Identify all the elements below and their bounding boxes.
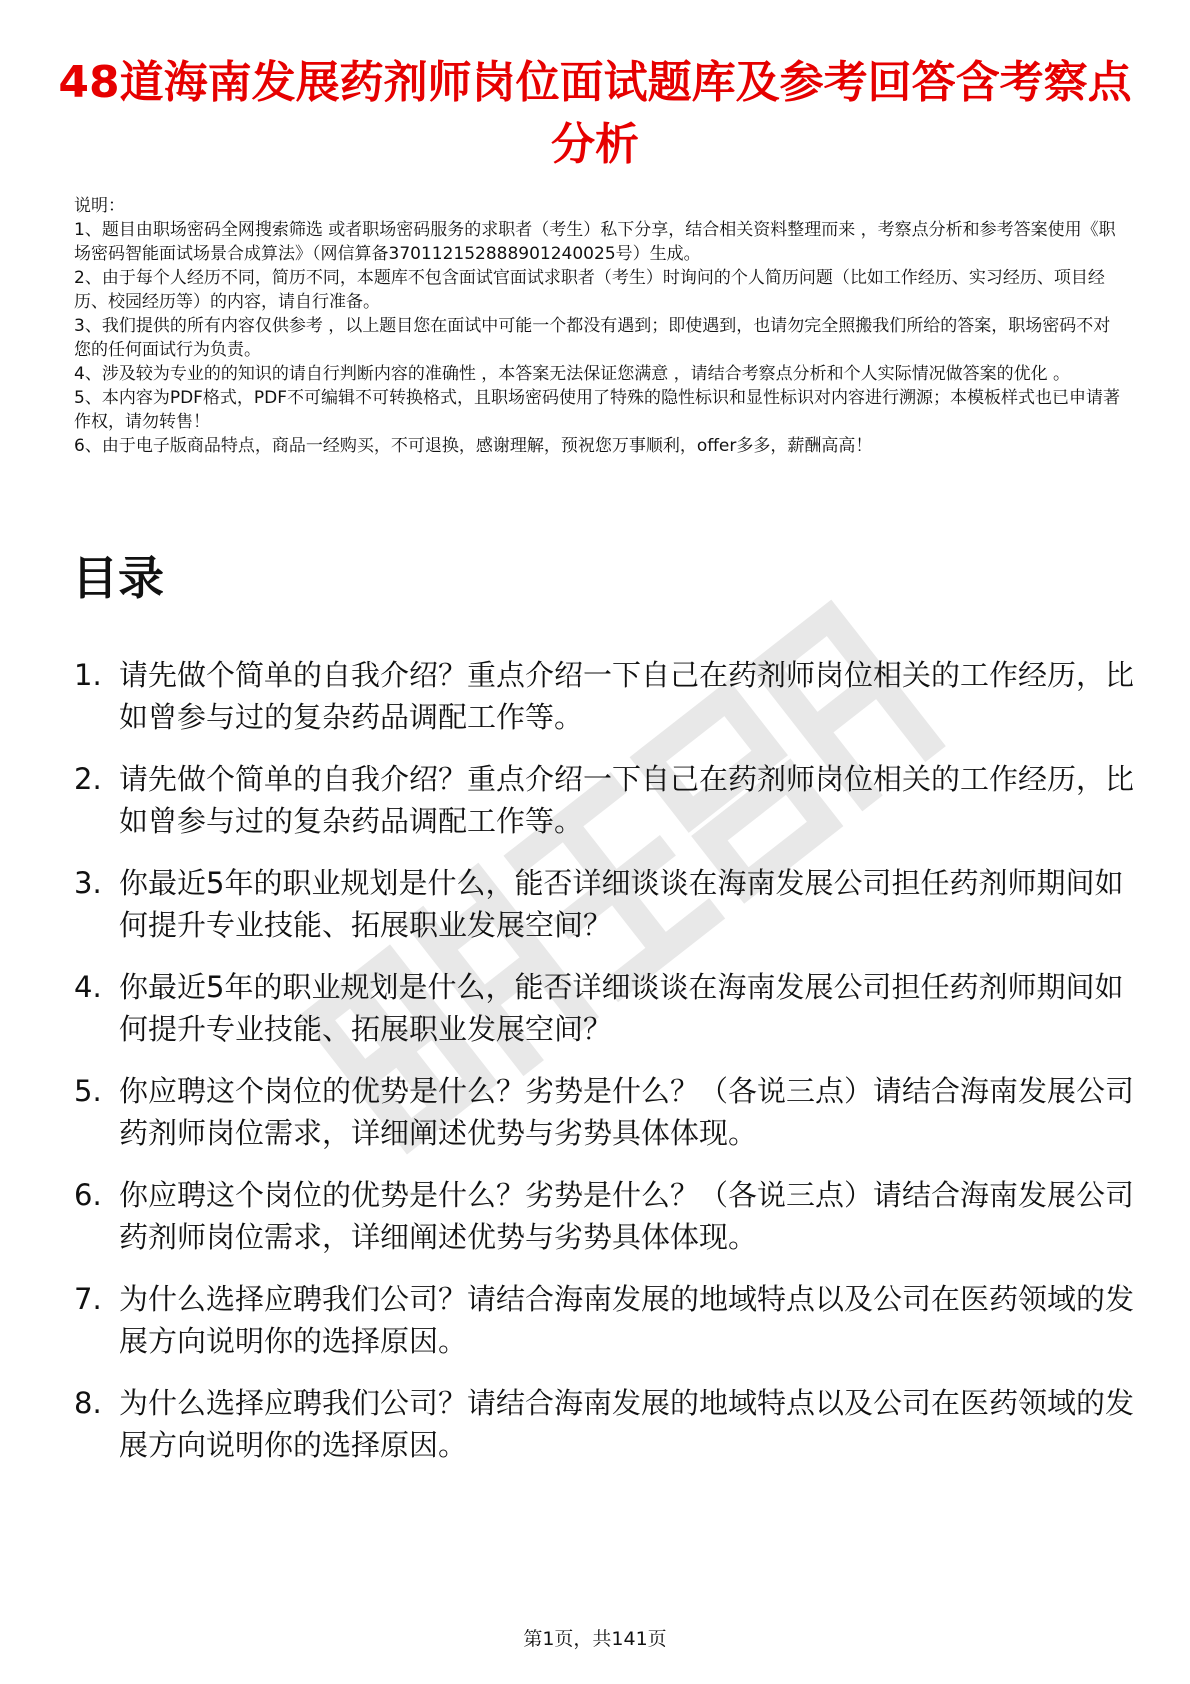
note-item: 6、由于电子版商品特点，商品一经购买，不可退换，感谢理解，预祝您万事顺利，offer多多，薪酬高高！ xyxy=(74,436,873,456)
document-title: 48道海南发展药剂师岗位面试题库及参考回答含考察点分析 xyxy=(58,57,1132,170)
toc-item[interactable] xyxy=(74,862,1134,946)
toc-item-number: 7. xyxy=(74,1282,102,1316)
toc-item[interactable] xyxy=(74,1278,1134,1362)
toc-item[interactable] xyxy=(74,758,1134,842)
toc-item-text: 你应聘这个岗位的优势是什么？劣势是什么？（各说三点）请结合海南发展公司药剂师岗位需求，详细阐述优势与劣势具体体现。 xyxy=(119,1074,1135,1150)
note-item: 3、我们提供的所有内容仅供参考 ，以上题目您在面试中可能一个都没有遇到；即使遇到，也请勿完全照搬我们所给的答案，职场密码不对您的任何面试行为负责。 xyxy=(74,316,1111,360)
toc-item[interactable] xyxy=(74,1174,1134,1258)
toc-item-number: 2. xyxy=(74,762,102,796)
toc-list xyxy=(74,654,1134,1486)
toc-item[interactable] xyxy=(74,654,1134,738)
toc-heading: 目录 xyxy=(72,551,164,605)
note-item: 4、涉及较为专业的的知识的请自行判断内容的准确性 ，本答案无法保证您满意 ，请结合考察点分析和个人实际情况做答案的优化 。 xyxy=(74,364,1071,384)
toc-item[interactable] xyxy=(74,1070,1134,1154)
toc-item-number: 3. xyxy=(74,866,102,900)
toc-item-text: 请先做个简单的自我介绍？重点介绍一下自己在药剂师岗位相关的工作经历，比如曾参与过的复杂药品调配工作等。 xyxy=(119,762,1135,838)
note-item: 5、本内容为PDF格式，PDF不可编辑不可转换格式，且职场密码使用了特殊的隐性标识和显性标识对内容进行溯源；本模板样式也已申请著作权，请勿转售！ xyxy=(74,388,1121,432)
toc-item-text: 你最近5年的职业规划是什么，能否详细谈谈在海南发展公司担任药剂师期间如何提升专业技能、拓展职业发展空间？ xyxy=(119,970,1124,1046)
notes-label: 说明： xyxy=(74,196,125,216)
toc-item-text: 为什么选择应聘我们公司？请结合海南发展的地域特点以及公司在医药领域的发展方向说明你的选择原因。 xyxy=(119,1386,1135,1462)
page-footer: 第1页，共141页 xyxy=(523,1628,667,1650)
toc-item-text: 你最近5年的职业规划是什么，能否详细谈谈在海南发展公司担任药剂师期间如何提升专业技能、拓展职业发展空间？ xyxy=(119,866,1124,942)
toc-item-text: 请先做个简单的自我介绍？重点介绍一下自己在药剂师岗位相关的工作经历，比如曾参与过的复杂药品调配工作等。 xyxy=(119,658,1135,734)
toc-item[interactable] xyxy=(74,1382,1134,1466)
toc-item-number: 4. xyxy=(74,970,102,1004)
note-item: 2、由于每个人经历不同，简历不同，本题库不包含面试官面试求职者（考生）时询问的个人简历问题（比如工作经历、实习经历、项目经历、校园经历等）的内容，请自行准备。 xyxy=(74,268,1105,312)
toc-item-number: 5. xyxy=(74,1074,102,1108)
toc-item-number: 6. xyxy=(74,1178,102,1212)
toc-item[interactable] xyxy=(74,966,1134,1050)
notes-section xyxy=(74,194,1124,458)
toc-item-number: 8. xyxy=(74,1386,102,1420)
note-item: 1、题目由职场密码全网搜索筛选 或者职场密码服务的求职者（考生）私下分享，结合相关资料整理而来 ，考察点分析和参考答案使用《职场密码智能面试场景合成算法》（网信算备370112152888901240025号）生成。 xyxy=(74,220,1116,264)
toc-item-number: 1. xyxy=(74,658,102,692)
toc-item-text: 你应聘这个岗位的优势是什么？劣势是什么？（各说三点）请结合海南发展公司药剂师岗位需求，详细阐述优势与劣势具体体现。 xyxy=(119,1178,1135,1254)
toc-item-text: 为什么选择应聘我们公司？请结合海南发展的地域特点以及公司在医药领域的发展方向说明你的选择原因。 xyxy=(119,1282,1135,1358)
